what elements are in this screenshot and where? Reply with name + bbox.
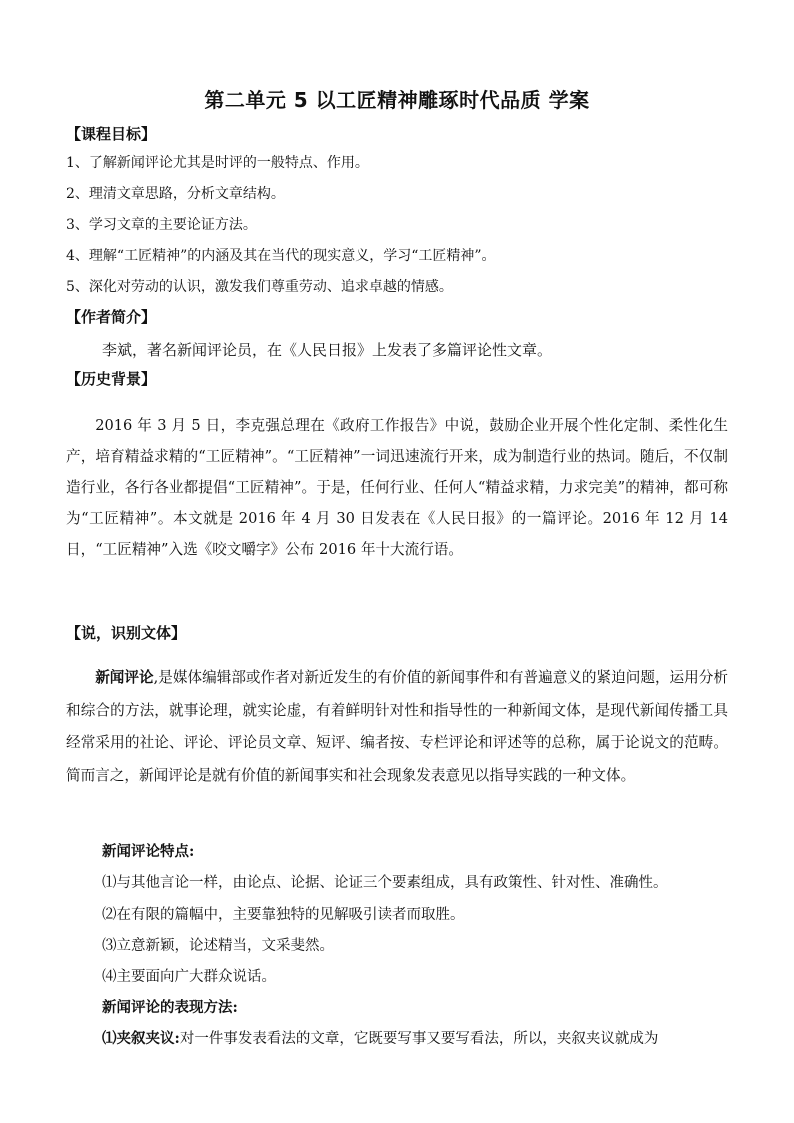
method-item-1: [102, 1027, 658, 1048]
feature-item-2: ⑵在有限的篇幅中，主要靠独特的见解吸引读者而取胜。: [102, 907, 465, 923]
methods-heading: 新闻评论的表现方法:: [102, 999, 238, 1016]
genre-term: 新闻评论: [95, 669, 154, 686]
feature-item-3: ⑶立意新颖，论述精当，文采斐然。: [102, 938, 334, 954]
author-heading: 【作者简介】: [66, 308, 157, 326]
goal-item-2: 2、理清文章思路，分析文章结构。: [66, 186, 285, 202]
goal-item-4: 4、理解“工匠精神”的内涵及其在当代的现实意义，学习“工匠精神”。: [66, 248, 496, 264]
feature-item-4: ⑷主要面向广大群众说话。: [102, 969, 276, 985]
genre-heading: 【说，识别文体】: [66, 624, 187, 642]
goal-item-5: 5、深化对劳动的认识，激发我们尊重劳动、追求卓越的情感。: [66, 279, 453, 295]
method-item-1-label: ⑴夹叙夹议:: [102, 1030, 180, 1047]
background-heading: 【历史背景】: [66, 370, 157, 388]
feature-item-1: ⑴与其他言论一样，由论点、论据、论证三个要素组成，具有政策性、针对性、准确性。: [102, 875, 668, 891]
goal-item-3: 3、学习文章的主要论证方法。: [66, 217, 257, 233]
genre-text: ,是媒体编辑部或作者对新近发生的有价值的新闻事件和有普遍意义的紧迫问题，运用分析和综合的方法，就事论理，就实论虚，有着鲜明针对性和指导性的一种新闻文体，是现代新闻传播工具经常采用的社论、评论、评论员文章、短评、编者按、专栏评论和评述等的总称，属于论说文的范畴。简而言之，新闻评论是就有价值的新闻事实和社会现象发表意见以指导实践的一种文体。: [66, 669, 728, 784]
document-title: 第二单元 5 以工匠精神雕琢时代品质 学案: [204, 88, 590, 112]
method-item-1-text: 对一件事发表看法的文章，它既要写事又要写看法，所以，夹叙夹议就成为: [179, 1031, 659, 1047]
features-heading: 新闻评论特点:: [102, 843, 195, 860]
background-text: 2016 年 3 月 5 日，李克强总理在《政府工作报告》中说，鼓励企业开展个性化定制、柔性化生产，培育精益求精的“工匠精神”。“工匠精神”一词迅速流行开来，成为制造行业的热词。随后，不仅制造行业，各行各业都提倡“工匠精神”。于是，任何行业、任何人“精益求精，力求完美”的精神，都可称为“工匠精神”。本文就是 2016 年 4 月 30 日发表在《人民日报》的一篇评论。2016 年 12 月 14 日，“工匠精神”入选《咬文嚼字》公布 2016 年十大流行语。: [66, 417, 728, 558]
goals-heading: 【课程目标】: [66, 125, 157, 143]
author-text: 李斌，著名新闻评论员，在《人民日报》上发表了多篇评论性文章。: [102, 341, 553, 359]
genre-paragraph: [66, 662, 728, 792]
goal-item-1: 1、了解新闻评论尤其是时评的一般特点、作用。: [66, 155, 369, 171]
